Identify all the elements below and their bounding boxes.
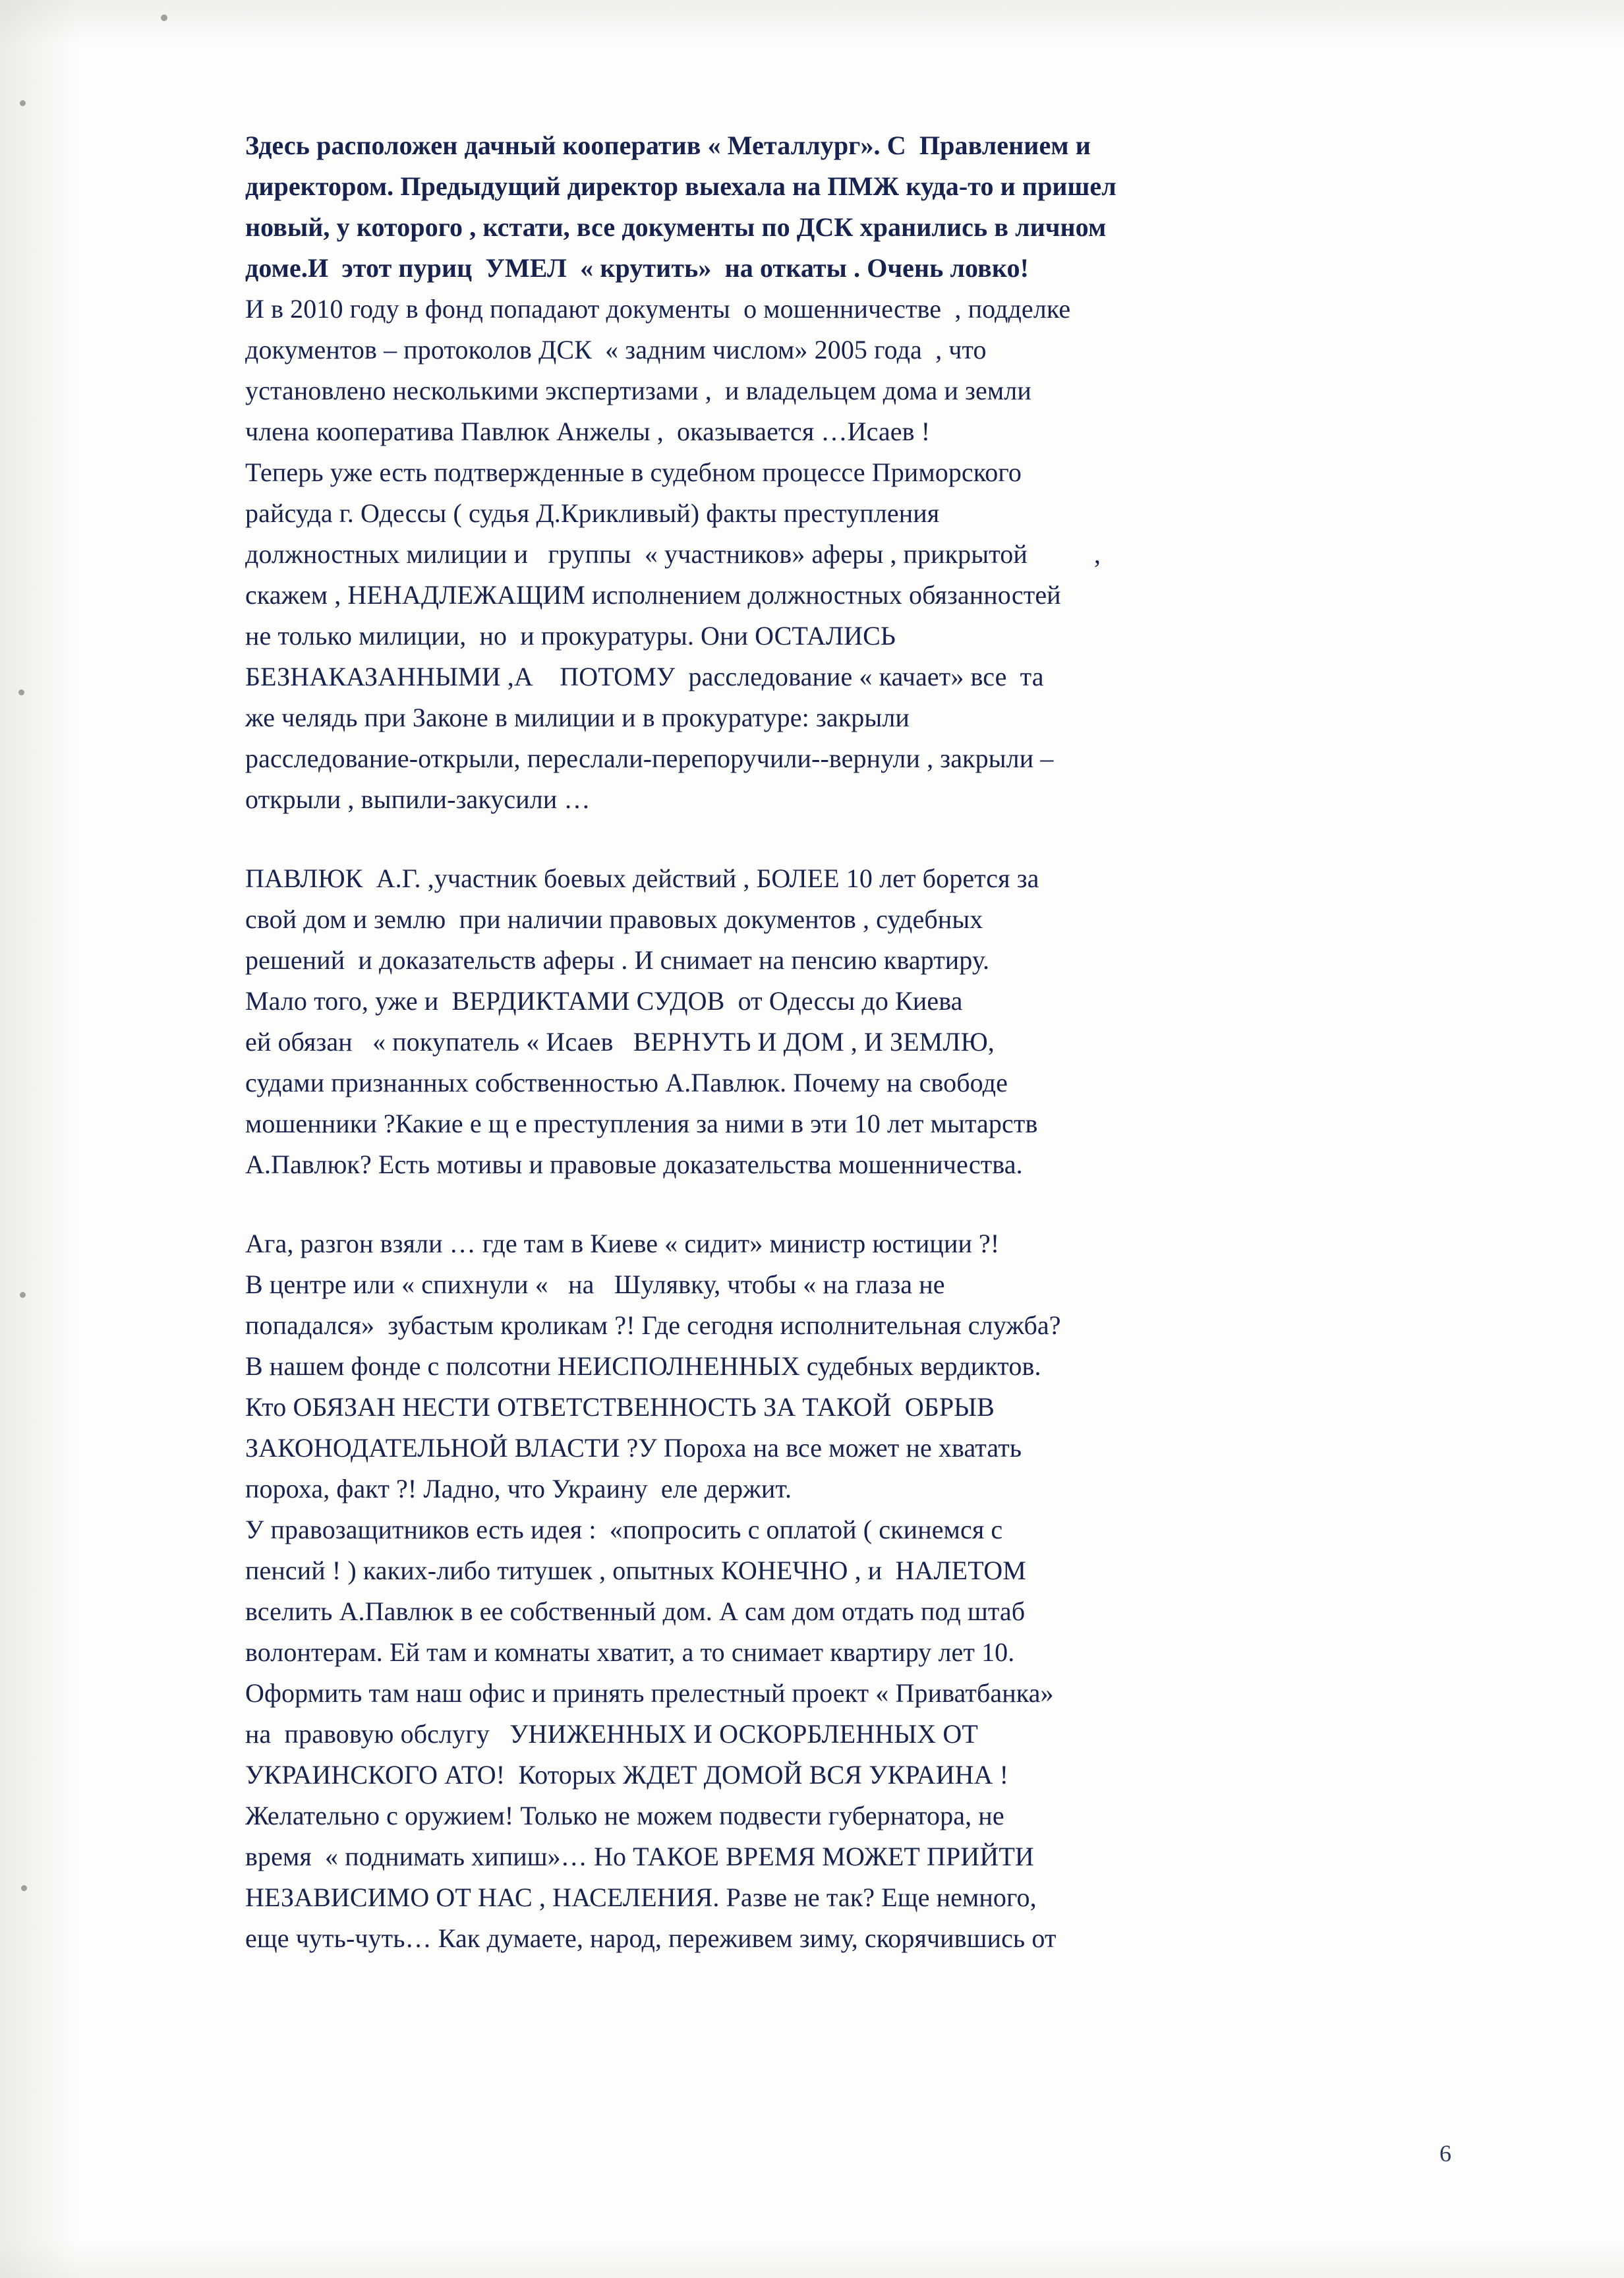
text-line: волонтерам. Ей там и комнаты хватит, а то снимает квартиру лет 10. (245, 1637, 1015, 1667)
text-line: скажем , НЕНАДЛЕЖАЩИМ исполнением должностных обязанностей (245, 580, 1061, 610)
text-line: У правозащитников есть идея : «попросить с оплатой ( скинемся с (245, 1515, 1003, 1544)
text-line: свой дом и землю при наличии правовых документов , судебных (245, 904, 983, 934)
text-line: члена кооператива Павлюк Анжелы , оказывается …Исаев ! (245, 417, 931, 446)
text-line: новый, у которого , кстати, все документы по ДСК хранились в личном (245, 212, 1107, 242)
paragraph-gap (245, 1185, 1524, 1223)
paragraph-2 (245, 289, 1524, 452)
text-line: УКРАИНСКОГО АТО! Которых ЖДЕТ ДОМОЙ ВСЯ УКРАИНА ! (245, 1760, 1009, 1790)
text-line: Кто ОБЯЗАН НЕСТИ ОТВЕТСТВЕННОСТЬ ЗА ТАКОЙ ОБРЫВ (245, 1392, 995, 1422)
text-line: А.Павлюк? Есть мотивы и правовые доказательства мошенничества. (245, 1150, 1023, 1179)
text-line: мошенники ?Какие е щ е преступления за ними в эти 10 лет мытарств (245, 1109, 1038, 1138)
text-line: попадался» зубастым кроликам ?! Где сегодня исполнительная служба? (245, 1310, 1061, 1340)
paragraph-5 (245, 1223, 1524, 1509)
text-line: Теперь уже есть подтвержденные в судебном процессе Приморского (245, 457, 1022, 487)
text-line: установлено несколькими экспертизами , и владельцем дома и земли (245, 376, 1031, 405)
text-line: ЗАКОНОДАТЕЛЬНОЙ ВЛАСТИ ?У Пороха на все может не хватать (245, 1433, 1022, 1463)
paragraph-6 (245, 1509, 1524, 1959)
scan-shadow-left (0, 0, 79, 2278)
text-line: И в 2010 году в фонд попадают документы о мошенничестве , подделке (245, 294, 1071, 324)
text-line: должностных милиции и группы « участников» аферы , прикрытой , (245, 539, 1101, 569)
text-line: директором. Предыдущий директор выехала на ПМЖ куда-то и пришел (245, 171, 1116, 201)
text-line: Желательно с оружием! Только не можем подвести губернатора, не (245, 1801, 1004, 1830)
document-body (245, 125, 1524, 1959)
text-line: ей обязан « покупатель « Исаев ВЕРНУТЬ И ДОМ , И ЗЕМЛЮ, (245, 1027, 995, 1057)
text-line: Ага, разгон взяли … где там в Киеве « сидит» министр юстиции ?! (245, 1229, 1000, 1258)
text-line: доме.И этот пуриц УМЕЛ « крутить» на откаты . Очень ловко! (245, 253, 1029, 283)
text-line: вселить А.Павлюк в ее собственный дом. А сам дом отдать под штаб (245, 1596, 1026, 1626)
text-line: судами признанных собственностью А.Павлюк. Почему на свободе (245, 1068, 1008, 1097)
page-number: 6 (1439, 2140, 1451, 2167)
text-line: Здесь расположен дачный кооператив « Металлург». С Правлением и (245, 131, 1091, 160)
text-line: время « поднимать хипиш»… Но ТАКОЕ ВРЕМЯ МОЖЕТ ПРИЙТИ (245, 1842, 1034, 1871)
text-line: пенсий ! ) каких-либо титушек , опытных КОНЕЧНО , и НАЛЕТОМ (245, 1556, 1026, 1585)
text-line: же челядь при Законе в милиции и в прокуратуре: закрыли (245, 703, 910, 732)
scan-speck (18, 689, 24, 695)
scan-speck (161, 15, 167, 21)
text-line: решений и доказательств аферы . И снимает на пенсию квартиру. (245, 945, 990, 975)
text-line: документов – протоколов ДСК « задним числом» 2005 года , что (245, 335, 987, 365)
paragraph-1 (245, 125, 1524, 289)
scan-speck (20, 100, 26, 106)
text-line: еще чуть-чуть… Как думаете, народ, переживем зиму, скорячившись от (245, 1923, 1057, 1953)
text-line: В центре или « спихнули « на Шулявку, чтобы « на глаза не (245, 1270, 945, 1299)
text-line: открыли , выпили-закусили … (245, 784, 591, 814)
text-line: НЕЗАВИСИМО ОТ НАС , НАСЕЛЕНИЯ. Разве не так? Еще немного, (245, 1883, 1037, 1912)
scan-speck (21, 1885, 27, 1891)
scan-shadow-bottom (0, 2238, 1624, 2278)
paragraph-3 (245, 452, 1524, 820)
text-line: Мало того, уже и ВЕРДИКТАМИ СУДОВ от Одессы до Киева (245, 986, 963, 1016)
text-line: пороха, факт ?! Ладно, что Украину еле держит. (245, 1474, 792, 1504)
text-line: на правовую обслугу УНИЖЕННЫХ И ОСКОРБЛЕННЫХ ОТ (245, 1719, 978, 1749)
text-line: БЕЗНАКАЗАННЫМИ ,А ПОТОМУ расследование « качает» все та (245, 662, 1044, 691)
text-line: В нашем фонде с полсотни НЕИСПОЛНЕННЫХ судебных вердиктов. (245, 1351, 1041, 1381)
paragraph-gap (245, 820, 1524, 858)
scan-shadow-top (0, 0, 1624, 46)
text-line: Оформить там наш офис и принять прелестный проект « Приватбанка» (245, 1678, 1054, 1708)
text-line: расследование-открыли, переслали-перепоручили--вернули , закрыли – (245, 744, 1054, 773)
text-line: ПАВЛЮК А.Г. ,участник боевых действий , БОЛЕЕ 10 лет борется за (245, 863, 1039, 893)
paragraph-4 (245, 858, 1524, 1185)
text-line: не только милиции, но и прокуратуры. Они ОСТАЛИСЬ (245, 621, 896, 651)
scan-speck (20, 1292, 26, 1298)
text-line: райсуда г. Одессы ( судья Д.Крикливый) факты преступления (245, 498, 940, 528)
